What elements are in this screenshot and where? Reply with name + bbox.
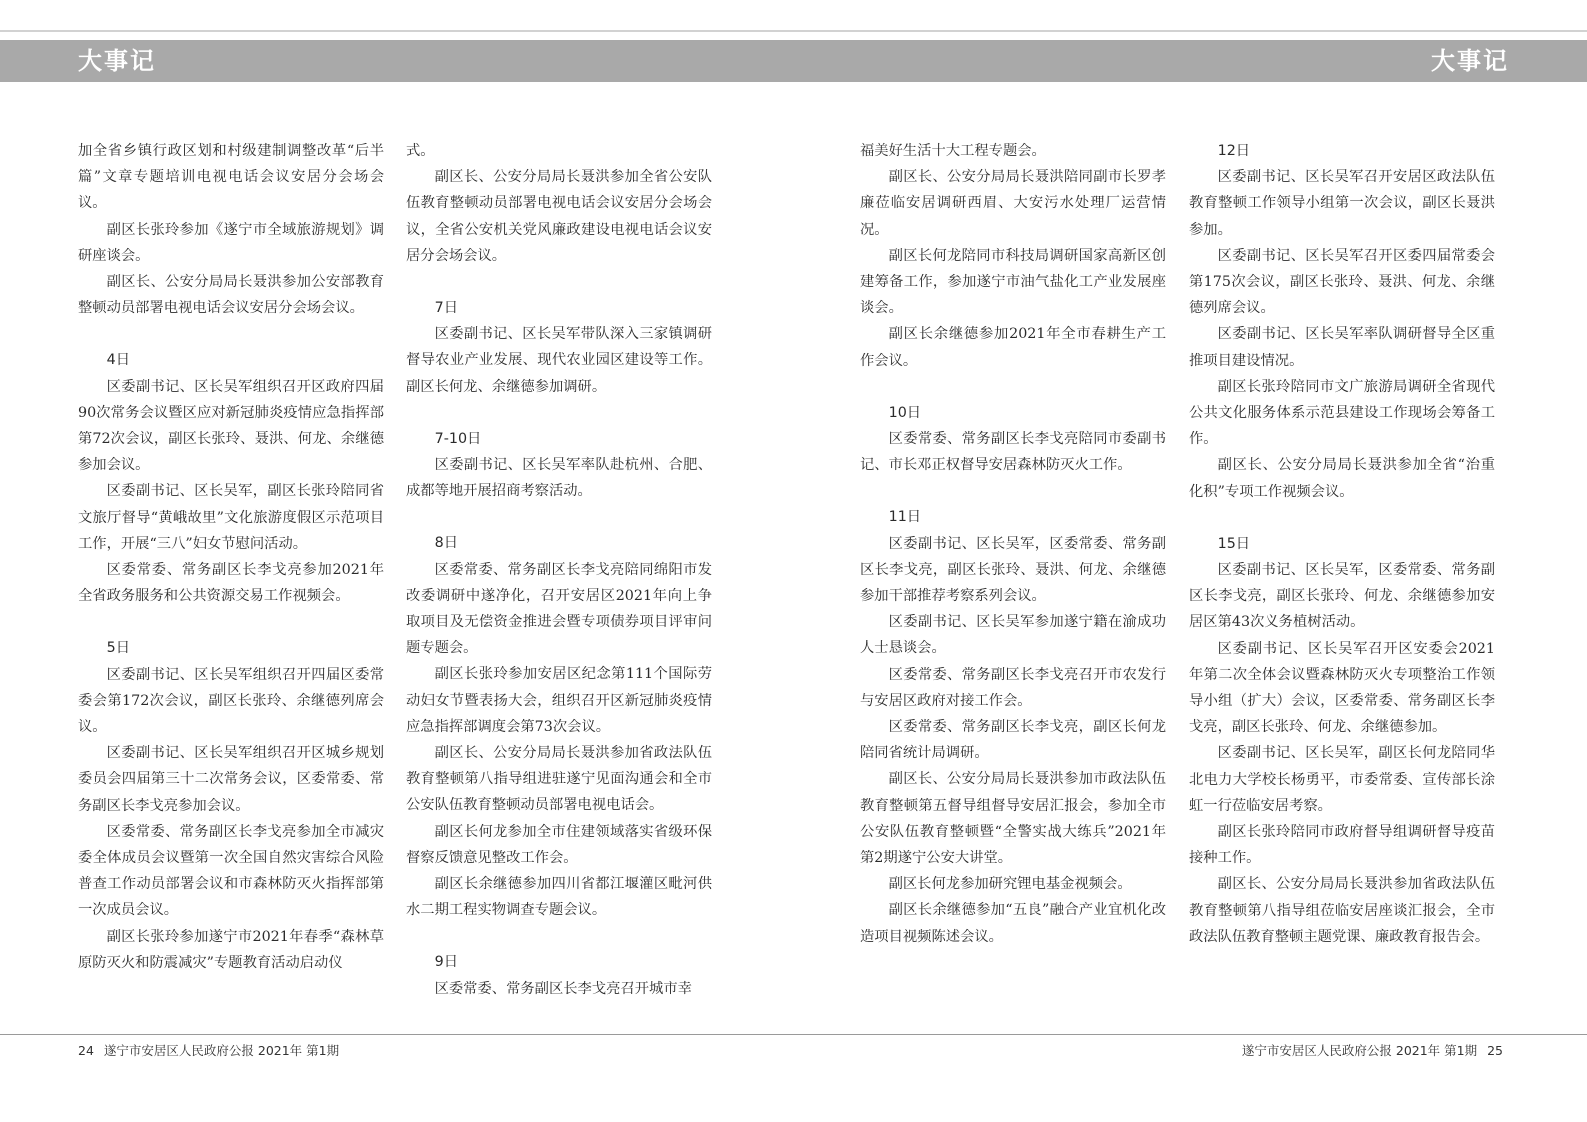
- entry-paragraph: 区委常委、常务副区长李戈亮召开市农发行与安居区政府对接工作会。: [860, 666, 1166, 709]
- date-heading: 11日: [888, 509, 922, 526]
- entry-paragraph: 区委常委、常务副区长李戈亮陪同市委副书记、市长邓正权督导安居森林防灭火工作。: [860, 431, 1166, 474]
- entry-paragraph: 区委副书记、区长吴军参加遂宁籍在渝成功人士恳谈会。: [860, 614, 1166, 657]
- entry-paragraph: 区委副书记、区长吴军率队调研督导全区重推项目建设情况。: [1189, 326, 1495, 369]
- entry-paragraph: 区委副书记、区长吴军，区委常委、常务副区长李戈亮，副区长张玲、聂洪、何龙、余继德参加干部推荐考察系列会议。: [860, 535, 1166, 605]
- entry-paragraph: 区委副书记、区长吴军召开区安委会2021年第二次全体会议暨森林防灭火专项整治工作领导小组（扩大）会议，区委常委、常务副区长李戈亮，副区长张玲、何龙、余继德参加。: [1189, 640, 1495, 736]
- date-heading: 7日: [434, 300, 458, 317]
- entry-paragraph: 区委常委、常务副区长李戈亮召开城市幸: [434, 980, 692, 997]
- date-heading: 15日: [1217, 535, 1251, 552]
- date-heading: 9日: [434, 954, 458, 971]
- entry-paragraph: 区委副书记、区长吴军召开区委四届常委会第175次会议，副区长张玲、聂洪、何龙、余继德列席会议。: [1189, 247, 1495, 317]
- publication-name-right: 遂宁市安居区人民政府公报 2021年 第1期: [1241, 1043, 1478, 1058]
- entry-paragraph: 区委常委、常务副区长李戈亮参加全市减灾委全体成员会议暨第一次全国自然灾害综合风险普查工作动员部署会议和市森林防灭火指挥部第一次成员会议。: [78, 823, 384, 919]
- section-title-left: 大事记: [78, 47, 156, 75]
- entry-paragraph: 副区长、公安分局局长聂洪参加市政法队伍教育整顿第五督导组督导安居汇报会，参加全市公安队伍教育整顿暨“全警实战大练兵”2021年第2期遂宁公安大讲堂。: [860, 771, 1166, 867]
- date-heading: 8日: [434, 535, 458, 552]
- entry-paragraph: 副区长余继德参加“五良”融合产业宜机化改造项目视频陈述会议。: [860, 902, 1166, 945]
- publication-name-left: 遂宁市安居区人民政府公报 2021年 第1期: [103, 1043, 340, 1058]
- entry-paragraph: 副区长张玲参加安居区纪念第111个国际劳动妇女节暨表扬大会，组织召开区新冠肺炎疫情应急指挥部调度会第73次会议。: [406, 666, 712, 735]
- continued-paragraph: 式。: [406, 143, 435, 159]
- entry-paragraph: 副区长余继德参加四川省都江堰灌区毗河供水二期工程实物调查专题会议。: [406, 876, 712, 919]
- text-column-1: [78, 138, 384, 976]
- date-heading: 7-10日: [434, 430, 482, 447]
- entry-paragraph: 副区长、公安分局局长聂洪参加全省公安队伍教育整顿动员部署电视电话会议安居分会场会议，全省公安机关党风廉政建设电视电话会议安居分会场会议。: [406, 169, 712, 264]
- entry-paragraph: 区委常委、常务副区长李戈亮参加2021年全省政务服务和公共资源交易工作视频会。: [78, 562, 384, 605]
- top-rule: [0, 30, 1587, 32]
- continued-paragraph: 加全省乡镇行政区划和村级建制调整改革“后半篇”文章专题培训电视电话会议安居分会场会议。: [78, 143, 384, 212]
- entry-paragraph: 副区长、公安分局局长聂洪参加公安部教育整顿动员部署电视电话会议安居分会场会议。: [78, 274, 384, 317]
- entry-paragraph: 区委副书记、区长吴军组织召开区政府四届90次常务会议暨区应对新冠肺炎疫情应急指挥部第72次会议，副区长张玲、聂洪、何龙、余继德参加会议。: [78, 378, 384, 474]
- date-heading: 4日: [106, 352, 130, 369]
- entry-paragraph: 副区长何龙陪同市科技局调研国家高新区创建筹备工作，参加遂宁市油气盐化工产业发展座谈会。: [860, 247, 1166, 317]
- entry-paragraph: 区委副书记、区长吴军带队深入三家镇调研督导农业产业发展、现代农业园区建设等工作。副区长何龙、余继德参加调研。: [406, 326, 712, 395]
- footer-left: [78, 1041, 339, 1059]
- text-column-2: [406, 138, 712, 1002]
- date-heading: 5日: [106, 640, 130, 657]
- entry-paragraph: 区委常委、常务副区长李戈亮，副区长何龙陪同省统计局调研。: [860, 719, 1166, 762]
- entry-paragraph: 副区长、公安分局局长聂洪参加省政法队伍教育整顿第八指导组莅临安居座谈汇报会，全市政法队伍教育整顿主题党课、廉政教育报告会。: [1189, 876, 1495, 945]
- text-column-4: [1189, 138, 1495, 950]
- footer-right: [1242, 1041, 1503, 1059]
- section-banner: [0, 40, 1587, 82]
- entry-paragraph: 副区长张玲陪同市文广旅游局调研全省现代公共文化服务体系示范县建设工作现场会筹备工作。: [1189, 378, 1495, 448]
- date-heading: 12日: [1217, 143, 1251, 159]
- entry-paragraph: 副区长、公安分局局长聂洪参加省政法队伍教育整顿第八指导组进驻遂宁见面沟通会和全市公安队伍教育整顿动员部署电视电话会。: [406, 745, 712, 814]
- entry-paragraph: 区委副书记、区长吴军，区委常委、常务副区长李戈亮，副区长张玲、何龙、余继德参加安居区第43次义务植树活动。: [1189, 562, 1495, 631]
- entry-paragraph: 副区长余继德参加2021年全市春耕生产工作会议。: [860, 326, 1166, 369]
- section-title-right: 大事记: [1431, 47, 1509, 75]
- text-column-3: [860, 138, 1166, 950]
- entry-paragraph: 区委副书记、区长吴军，副区长张玲陪同省文旅厅督导“黄峨故里”文化旅游度假区示范项目工作，开展“三八”妇女节慰问活动。: [78, 483, 384, 552]
- entry-paragraph: 副区长何龙参加全市住建领域落实省级环保督察反馈意见整改工作会。: [406, 823, 712, 866]
- entry-paragraph: 副区长张玲参加遂宁市2021年春季“森林草原防灭火和防震减灾”专题教育活动启动仪: [78, 928, 384, 971]
- entry-paragraph: 副区长、公安分局局长聂洪参加全省“治重化积”专项工作视频会议。: [1189, 457, 1495, 500]
- bottom-rule: [0, 1034, 1587, 1035]
- entry-paragraph: 区委副书记、区长吴军召开安居区政法队伍教育整顿工作领导小组第一次会议，副区长聂洪参加。: [1189, 169, 1495, 238]
- entry-paragraph: 副区长张玲参加《遂宁市全域旅游规划》调研座谈会。: [78, 221, 384, 264]
- entry-paragraph: 区委副书记、区长吴军率队赴杭州、合肥、成都等地开展招商考察活动。: [406, 457, 712, 500]
- continued-paragraph: 福美好生活十大工程专题会。: [860, 143, 1046, 159]
- entry-paragraph: 副区长张玲陪同市政府督导组调研督导疫苗接种工作。: [1189, 824, 1495, 867]
- entry-paragraph: 副区长何龙参加研究锂电基金视频会。: [888, 876, 1132, 893]
- page-number-left: 24: [78, 1043, 94, 1058]
- entry-paragraph: 区委副书记、区长吴军组织召开四届区委常委会第172次会议，副区长张玲、余继德列席会议。: [78, 666, 384, 736]
- entry-paragraph: 副区长、公安分局局长聂洪陪同副市长罗孝廉莅临安居调研西眉、大安污水处理厂运营情况。: [860, 169, 1166, 238]
- entry-paragraph: 区委常委、常务副区长李戈亮陪同绵阳市发改委调研中遂净化，召开安居区2021年向上争取项目及无偿资金推进会暨专项债券项目评审问题专题会。: [406, 561, 712, 657]
- page-number-right: 25: [1487, 1043, 1503, 1058]
- entry-paragraph: 区委副书记、区长吴军，副区长何龙陪同华北电力大学校长杨勇平，市委常委、宣传部长涂虹一行莅临安居考察。: [1189, 745, 1495, 814]
- date-heading: 10日: [888, 404, 922, 421]
- entry-paragraph: 区委副书记、区长吴军组织召开区城乡规划委员会四届第三十二次常务会议，区委常委、常务副区长李戈亮参加会议。: [78, 745, 384, 814]
